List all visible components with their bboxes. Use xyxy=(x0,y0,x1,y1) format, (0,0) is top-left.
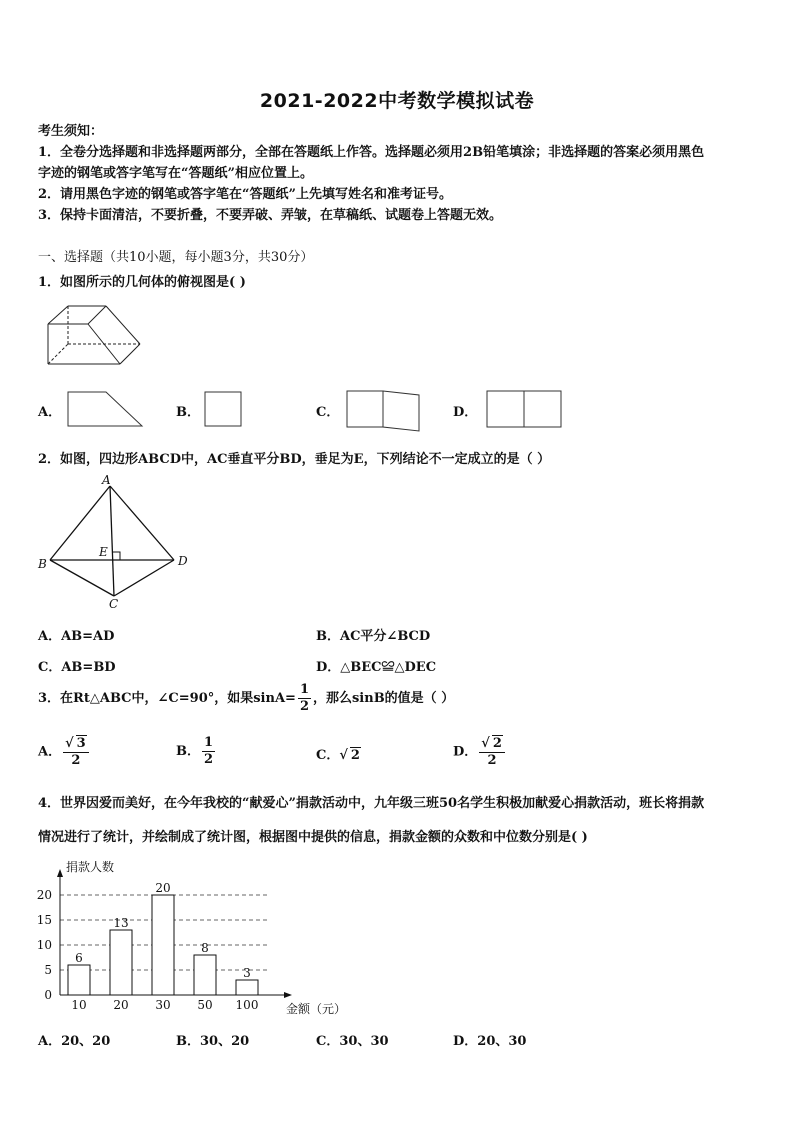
notice-line-2: 字迹的钢笔或答字笔写在“答题纸”相应位置上。 xyxy=(38,166,313,181)
y-axis-label: 捐款人数 xyxy=(66,860,115,874)
q3-option-d xyxy=(453,735,507,769)
label-b: B xyxy=(38,557,47,571)
q3-option-a-label: A． xyxy=(38,744,62,760)
notice-line-3: 2．请用黑色字迹的钢笔或答字笔在“答题纸”上先填写姓名和准考证号。 xyxy=(38,187,453,202)
bar xyxy=(194,955,216,995)
q1-solid-figure xyxy=(46,304,146,372)
label-e: E xyxy=(99,545,108,559)
q3-option-a-radicand: 3 xyxy=(76,736,86,751)
q3-option-b-label: B． xyxy=(176,744,200,759)
q3-stem-end: ，那么sinB的值是（ ） xyxy=(312,691,455,706)
bar xyxy=(236,980,258,995)
q1-option-a-label: A． xyxy=(38,405,62,420)
q3-frac-den: 2 xyxy=(299,699,309,714)
bar xyxy=(110,930,132,995)
q1-option-d-shape xyxy=(485,389,565,431)
y-tick-label: 15 xyxy=(36,913,52,927)
q3-option-b-value xyxy=(202,735,215,768)
y-tick-label: 10 xyxy=(36,938,52,952)
bar-value-label: 20 xyxy=(155,881,171,895)
y-tick-label: 20 xyxy=(36,888,52,902)
y-tick-label: 5 xyxy=(44,963,52,977)
q4-option-b: B．30、20 xyxy=(176,1034,250,1049)
x-axis-label: 金额（元） xyxy=(286,1002,347,1016)
q2-option-b: B．AC平分∠BCD xyxy=(316,629,431,644)
q1-stem: 1．如图所示的几何体的俯视图是( ) xyxy=(38,275,246,290)
q3-option-a xyxy=(38,735,91,769)
q3-fraction xyxy=(298,682,311,715)
q3-stem xyxy=(38,682,454,715)
q1-option-b-shape xyxy=(203,390,245,430)
q3-option-d-den: 2 xyxy=(487,753,497,768)
donation-bar-chart xyxy=(30,855,347,1025)
q3-option-c-label: C． xyxy=(316,748,340,763)
q1-option-a-shape xyxy=(66,390,146,430)
q4-stem-line-2: 情况进行了统计，并绘制成了统计图，根据图中提供的信息，捐款金额的众数和中位数分别是( ) xyxy=(38,830,588,845)
section-heading: 一、选择题（共10小题，每小题3分，共30分） xyxy=(38,250,314,265)
q1-option-d-label: D． xyxy=(453,405,478,420)
q3-option-c: C．√ 2 xyxy=(316,748,360,763)
q4-option-a: A．20、20 xyxy=(38,1034,111,1049)
q3-option-c-radicand: 2 xyxy=(350,748,360,763)
notice-line-1: 1．全卷分选择题和非选择题两部分，全部在答题纸上作答。选择题必须用2B铅笔填涂；非选择题的答案必须用黑色 xyxy=(38,145,705,160)
q3-option-b-den: 2 xyxy=(204,752,214,767)
page-title: 2021-2022中考数学模拟试卷 xyxy=(259,90,535,112)
bar-value-label: 13 xyxy=(113,916,129,930)
q4-option-c: C．30、30 xyxy=(316,1034,389,1049)
notice-line-4: 3．保持卡面清洁，不要折叠，不要弄破、弄皱，在草稿纸、试题卷上答题无效。 xyxy=(38,208,503,223)
bar xyxy=(152,895,174,995)
bar-value-label: 6 xyxy=(75,951,83,965)
q4-stem-line-1: 4．世界因爱而美好，在今年我校的“献爱心”捐款活动中，九年级三班50名学生积极加献爱心捐款活动，班长将捐款 xyxy=(38,796,705,811)
label-c: C xyxy=(109,597,119,611)
x-tick-label: 20 xyxy=(113,998,129,1012)
bar-value-label: 3 xyxy=(243,966,251,980)
q1-option-c-shape xyxy=(345,387,425,435)
q2-stem: 2．如图，四边形ABCD中，AC垂直平分BD，垂足为E，下列结论不一定成立的是（ ） xyxy=(38,452,551,467)
q1-option-c-label: C． xyxy=(316,405,340,420)
q3-frac-num: 1 xyxy=(299,682,309,697)
y-tick-label: 0 xyxy=(44,988,52,1002)
x-tick-label: 10 xyxy=(71,998,87,1012)
q2-option-a: A．AB=AD xyxy=(38,629,115,644)
q3-option-d-label: D． xyxy=(453,744,478,760)
y-axis-arrow xyxy=(57,869,63,877)
bar xyxy=(68,965,90,995)
q3-option-d-radicand: 2 xyxy=(492,736,502,751)
q1-option-b-label: B． xyxy=(176,405,200,420)
label-d: D xyxy=(178,554,188,568)
q3-option-d-num: √ 2 xyxy=(479,735,505,753)
q3-option-b-num: 1 xyxy=(204,735,214,750)
q2-option-c: C．AB=BD xyxy=(38,660,116,675)
x-axis-arrow xyxy=(284,992,292,998)
q3-option-b xyxy=(176,735,217,768)
q3-option-a-value xyxy=(63,735,89,769)
q3-option-a-den: 2 xyxy=(71,753,81,768)
x-tick-label: 50 xyxy=(197,998,213,1012)
q3-stem-start: 3．在Rt△ABC中，∠C=90°，如果sinA= xyxy=(38,691,296,706)
q2-option-d: D．△BEC≌△DEC xyxy=(316,660,437,675)
q3-option-a-num: √ 3 xyxy=(63,735,89,753)
x-tick-label: 30 xyxy=(155,998,171,1012)
q4-option-d: D．20、30 xyxy=(453,1034,527,1049)
bar-value-label: 8 xyxy=(201,941,209,955)
notice-heading: 考生须知： xyxy=(38,124,104,139)
label-a: A xyxy=(102,473,111,487)
q2-quadrilateral-figure xyxy=(36,472,196,614)
x-tick-label: 100 xyxy=(235,998,259,1012)
q3-option-d-value xyxy=(479,735,505,769)
